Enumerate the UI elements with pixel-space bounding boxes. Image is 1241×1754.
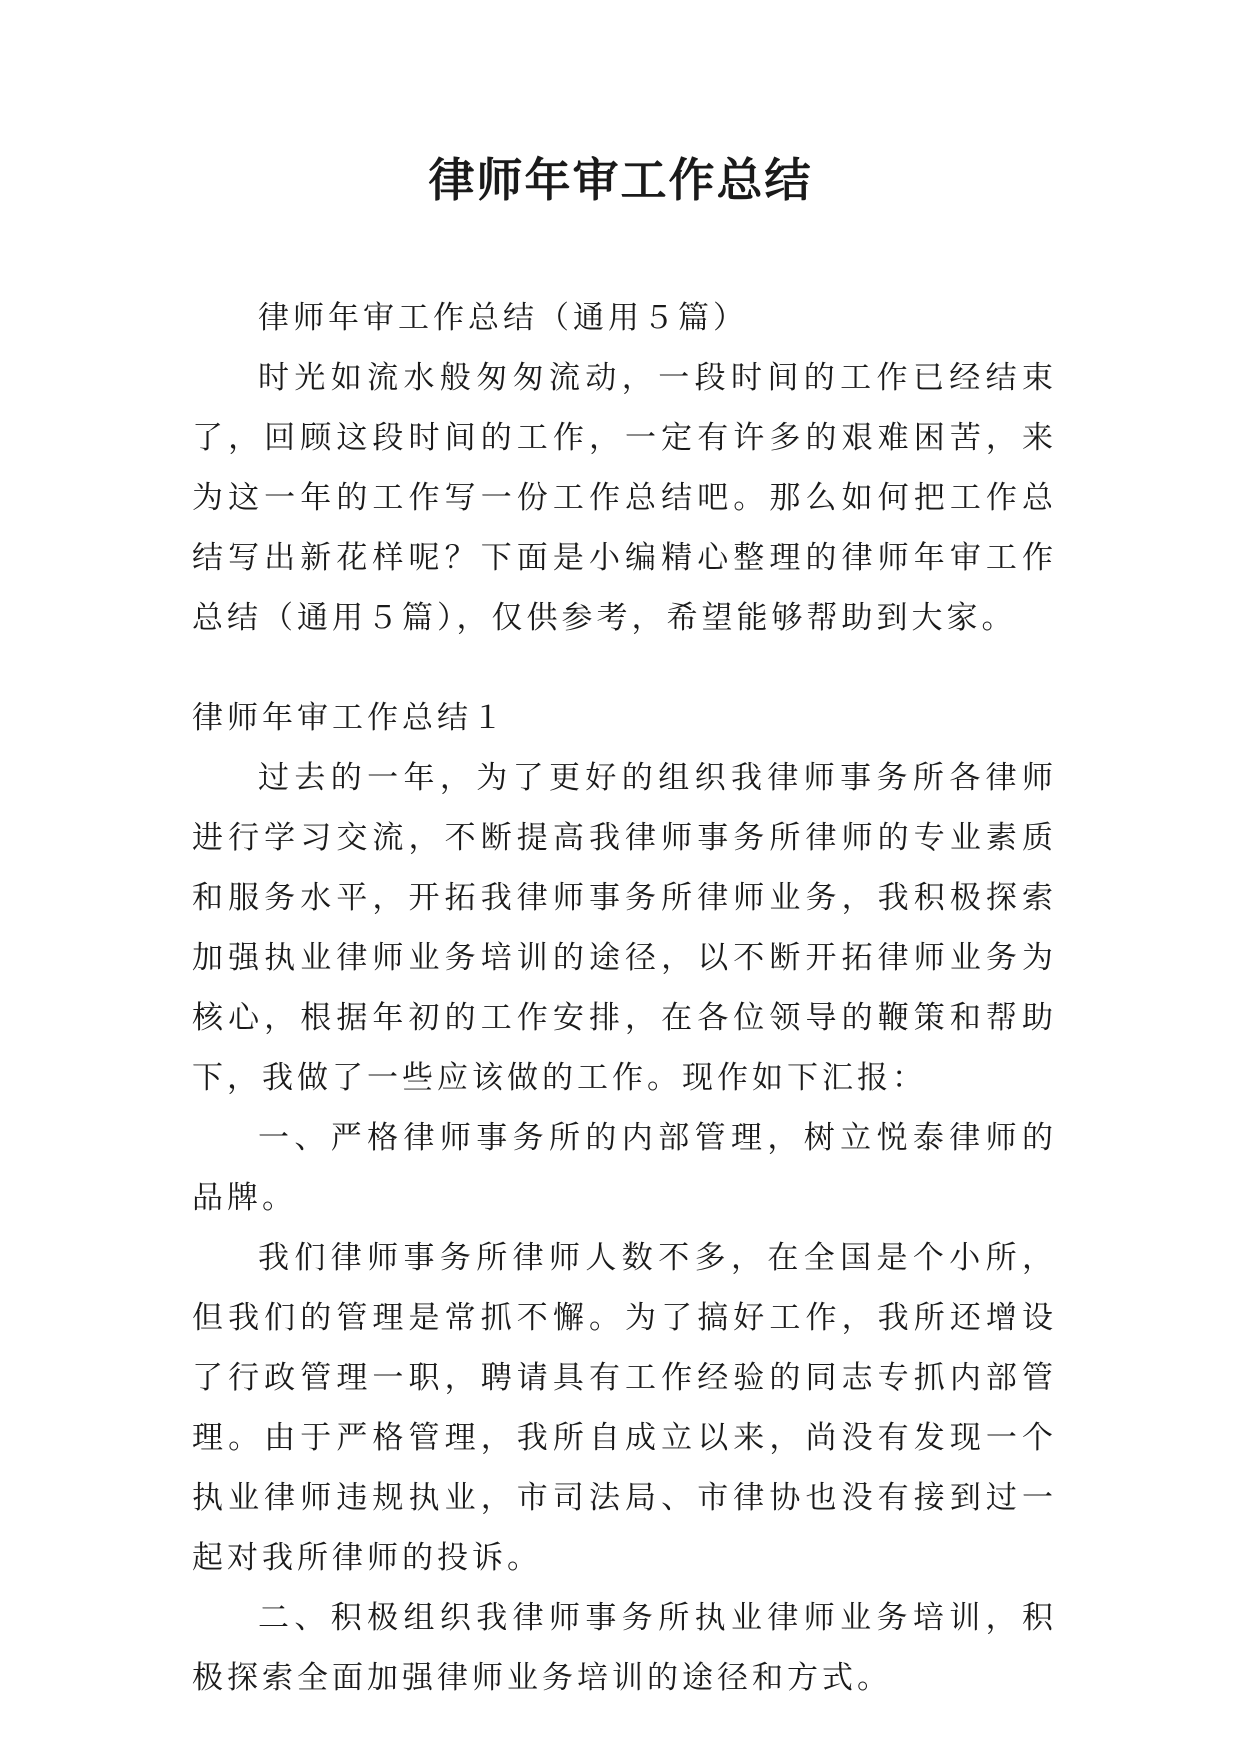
- intro-block: [192, 288, 1057, 648]
- document-title: 律师年审工作总结: [428, 153, 813, 207]
- body-paragraph: 我们律师事务所律师人数不多，在全国是个小所，但我们的管理是常抓不懈。为了搞好工作，我所还增设了行政管理一职，聘请具有工作经验的同志专抓内部管理。由于严格管理，我所自成立以来，尚没有发现一个执业律师违规执业，市司法局、市律协也没有接到过一起对我所律师的投诉。: [192, 1240, 1057, 1576]
- body-paragraph: 二、积极组织我律师事务所执业律师业务培训，积极探索全面加强律师业务培训的途径和方式。: [192, 1600, 1057, 1696]
- section-block: [192, 688, 1057, 1708]
- document-subtitle: 律师年审工作总结（通用５篇）: [258, 300, 748, 336]
- section-heading: 律师年审工作总结１: [192, 700, 507, 736]
- body-paragraph: 一、严格律师事务所的内部管理，树立悦泰律师的品牌。: [192, 1120, 1057, 1216]
- body-paragraph: 过去的一年，为了更好的组织我律师事务所各律师进行学习交流，不断提高我律师事务所律师的专业素质和服务水平，开拓我律师事务所律师业务，我积极探索加强执业律师业务培训的途径，以不断开拓律师业务为核心，根据年初的工作安排，在各位领导的鞭策和帮助下，我做了一些应该做的工作。现作如下汇报：: [192, 760, 1057, 1096]
- intro-paragraph: 时光如流水般匆匆流动，一段时间的工作已经结束了，回顾这段时间的工作，一定有许多的艰难困苦，来为这一年的工作写一份工作总结吧。那么如何把工作总结写出新花样呢？下面是小编精心整理的律师年审工作总结（通用５篇），仅供参考，希望能够帮助到大家。: [192, 360, 1057, 636]
